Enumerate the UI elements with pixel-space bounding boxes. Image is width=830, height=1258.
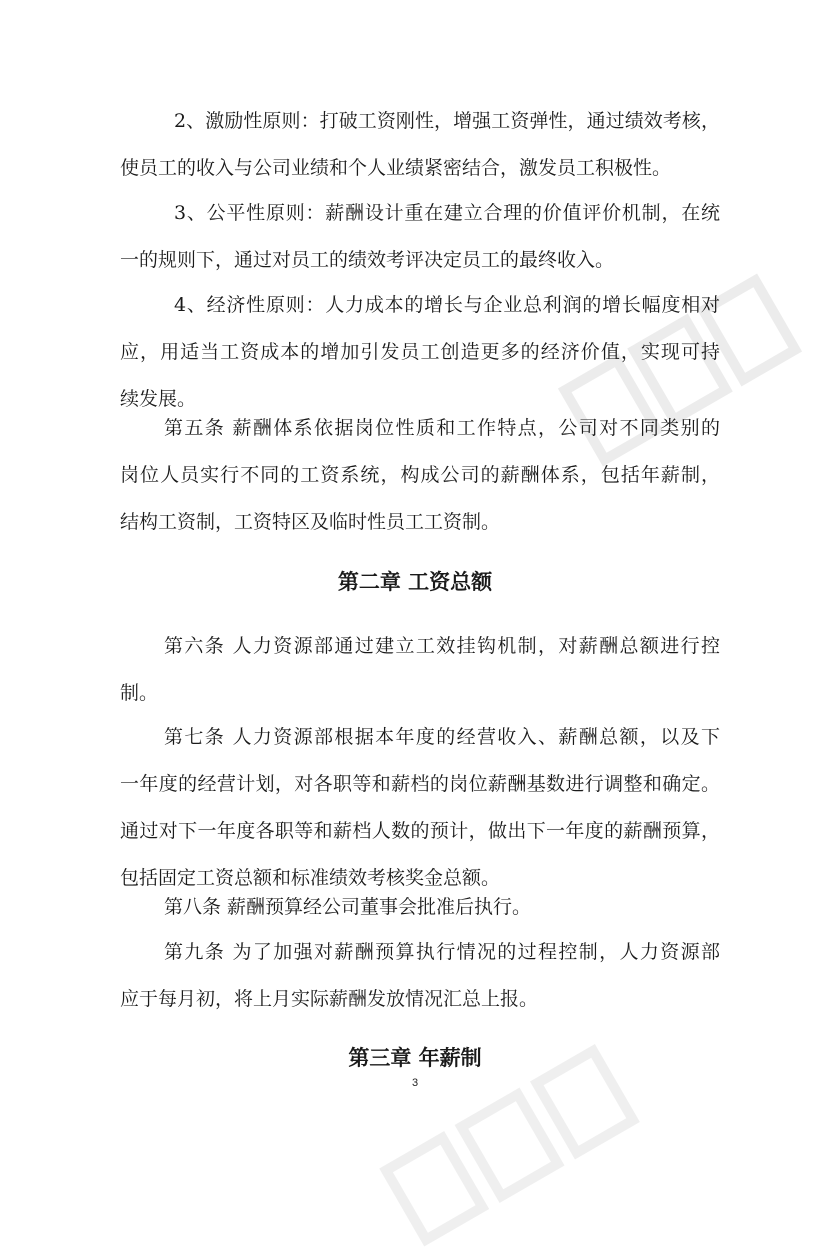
paragraph-line: 包括固定工资总额和标准绩效考核奖金总额。 (120, 867, 501, 889)
paragraph-article-9 (120, 929, 720, 1023)
paragraph-line: 第九条 为了加强对薪酬预算执行情况的过程控制，人力资源部 (164, 941, 720, 963)
paragraph-line: 应，用适当工资成本的增加引发员工创造更多的经济价值，实现可持 (120, 341, 720, 363)
paragraph-line: 使员工的收入与公司业绩和个人业绩紧密结合，激发员工积极性。 (120, 157, 672, 179)
paragraph-line: 2、激励性原则：打破工资刚性，增强工资弹性，通过绩效考核， (174, 110, 720, 132)
paragraph-line: 4、经济性原则：人力成本的增长与企业总利润的增长幅度相对 (174, 294, 720, 316)
paragraph-line: 结构工资制，工资特区及临时性员工工资制。 (120, 511, 501, 533)
paragraph-line: 制。 (120, 682, 159, 704)
paragraph-line: 3、公平性原则：薪酬设计重在建立合理的价值评价机制，在统 (174, 202, 720, 224)
paragraph-line: 续发展。 (120, 388, 197, 410)
paragraph-line: 第八条 薪酬预算经公司董事会批准后执行。 (164, 896, 532, 918)
paragraph-economy-principle (120, 282, 720, 423)
paragraph-article-8 (120, 884, 720, 931)
paragraph-article-7 (120, 714, 720, 902)
paragraph-line: 一年度的经营计划，对各职等和薪档的岗位薪酬基数进行调整和确定。 (120, 773, 720, 795)
paragraph-line: 通过对下一年度各职等和薪档人数的预计，做出下一年度的薪酬预算， (120, 820, 720, 842)
paragraph-line: 应于每月初，将上月实际薪酬发放情况汇总上报。 (120, 988, 539, 1010)
paragraph-line: 岗位人员实行不同的工资系统，构成公司的薪酬体系，包括年薪制， (120, 464, 720, 486)
page-number: 3 (411, 1077, 419, 1089)
chapter-heading: 第二章 工资总额 (337, 570, 493, 594)
paragraph-article-6 (120, 623, 720, 717)
chapter-heading: 第三章 年薪制 (348, 1046, 482, 1070)
paragraph-line: 第七条 人力资源部根据本年度的经营收入、薪酬总额，以及下 (164, 726, 720, 748)
paragraph-line: 第六条 人力资源部通过建立工效挂钩机制，对薪酬总额进行控 (164, 635, 720, 657)
paragraph-line: 第五条 薪酬体系依据岗位性质和工作特点，公司对不同类别的 (164, 417, 720, 439)
paragraph-line: 一的规则下，通过对员工的绩效考评决定员工的最终收入。 (120, 249, 615, 271)
paragraph-fairness-principle (120, 190, 720, 284)
paragraph-article-5 (120, 405, 720, 546)
paragraph-incentive-principle (120, 98, 720, 192)
